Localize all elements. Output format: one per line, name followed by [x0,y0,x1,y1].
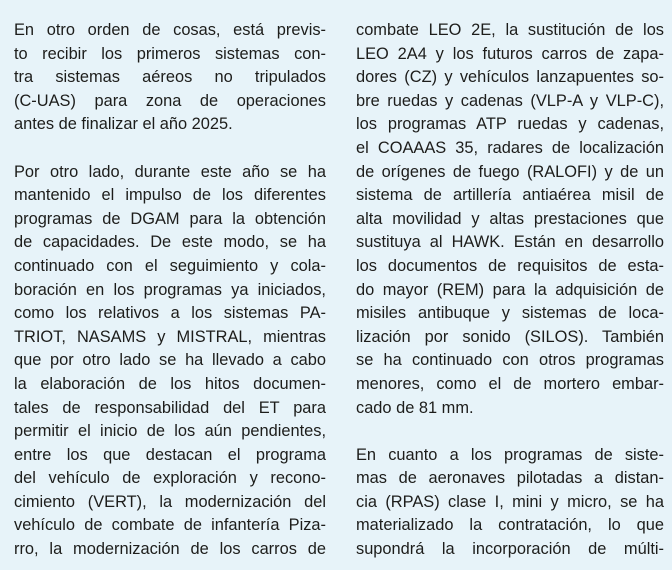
text-line: tra sistemas aéreos no tripulados [14,68,326,87]
text-line: como los relativos a los sistemas PA- [14,304,326,323]
paragraph [356,19,664,420]
text-line: to recibir los primeros sistemas con- [14,44,326,63]
text-line: combate LEO 2E, la sustitución de los [356,21,664,39]
text-line: (C-UAS) para zona de operaciones [14,91,326,110]
text-line: misiles antibuque y sistemas de loca- [356,304,664,323]
paragraph [356,444,664,562]
text-line: el COAAAS 35, radares de localización [356,138,664,157]
right-text-column [356,19,664,562]
text-line: antes de finalizar el año 2025. [14,115,233,134]
text-line: En otro orden de cosas, está previs- [14,21,326,39]
text-line: entre los que destacan el programa [14,445,326,464]
text-line: programas de DGAM para la obtención [14,209,326,228]
text-line: cimiento (VERT), la modernización del [14,492,326,511]
paragraph [14,19,326,137]
left-text-column [14,19,326,562]
text-line: que por otro lado se ha llevado a cabo [14,351,326,370]
text-line: rro, la modernización de los carros de [14,540,326,559]
text-line: sistema de artillería antiaérea misil de [356,186,664,205]
text-line: cado de 81 mm. [356,398,474,417]
paragraph-gap [14,137,326,161]
paragraph-gap [356,420,664,444]
text-line: menores, como el de mortero embar- [356,374,664,393]
text-line: la elaboración de los hitos documen- [14,374,326,393]
text-line: sustituya al HAWK. Están en desarrollo [356,233,664,252]
text-line: En cuanto a los programas de siste- [356,445,664,464]
text-line: LEO 2A4 y los futuros carros de zapa- [356,44,664,63]
text-line: bre ruedas y cadenas (VLP-A y VLP-C), [356,91,664,110]
text-line: boración en los programas ya iniciados, [14,280,326,299]
text-line: los documentos de requisitos de esta- [356,256,664,275]
text-line: continuado con el seguimiento y cola- [14,256,326,275]
text-line: de orígenes de fuego (RALOFI) y de un [356,162,664,181]
text-line: permitir el inicio de los aún pendientes, [14,422,326,441]
text-line: mantenido el impulso de los diferentes [14,186,326,205]
text-line: lización por sonido (SILOS). También [356,327,664,346]
text-line: materializado la contratación, lo que [356,516,664,535]
paragraph [14,161,326,562]
text-line: se ha continuado con otros programas [356,351,664,370]
text-line: los programas ATP ruedas y cadenas, [356,115,664,134]
text-line: TRIOT, NASAMS y MISTRAL, mientras [14,327,326,346]
text-line: mas de aeronaves pilotadas a distan- [356,469,664,488]
text-line: tales de responsabilidad del ET para [14,398,326,417]
text-line: alta movilidad y altas prestaciones que [356,209,664,228]
text-line: cia (RPAS) clase I, mini y micro, se ha [356,492,664,511]
text-line: del vehículo de exploración y recono- [14,469,326,488]
text-line: do mayor (REM) para la adquisición de [356,280,664,299]
text-line: supondrá la incorporación de múlti- [356,540,664,559]
text-line: dores (CZ) y vehículos lanzapuentes so- [356,68,664,87]
text-line: Por otro lado, durante este año se ha [14,162,326,181]
text-line: de capacidades. De este modo, se ha [14,233,326,252]
text-line: vehículo de combate de infantería Piza- [14,516,326,535]
